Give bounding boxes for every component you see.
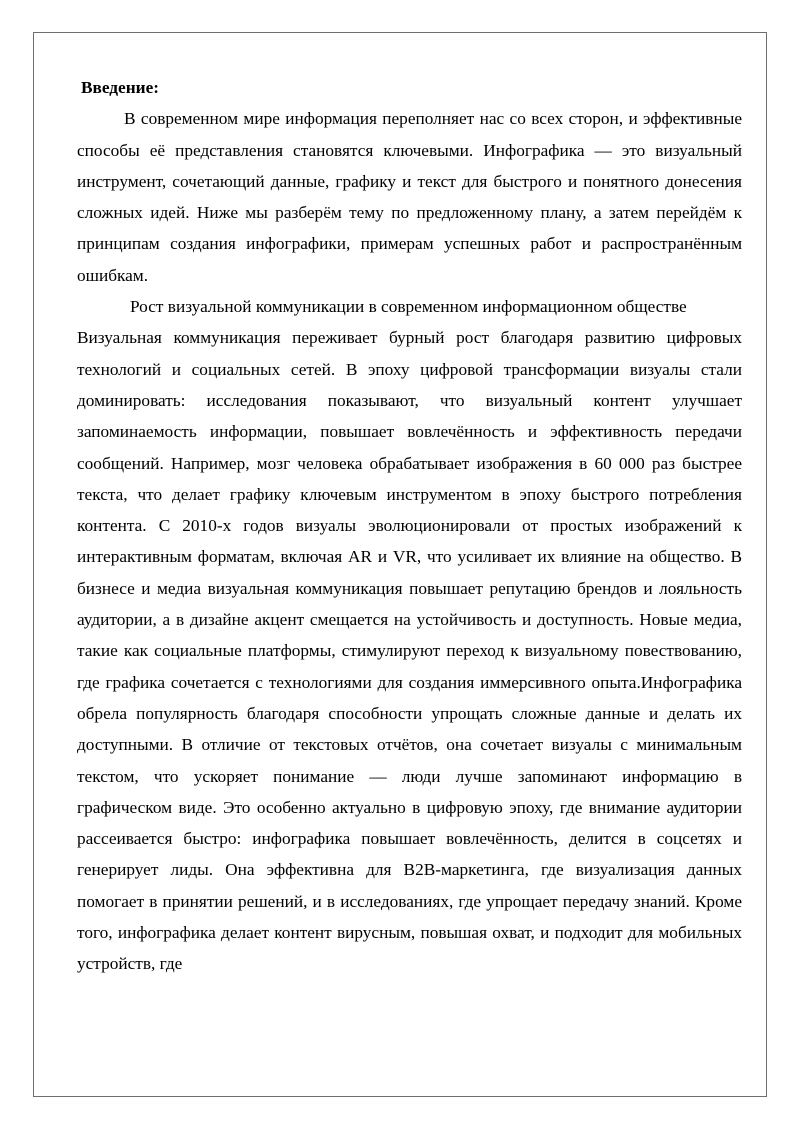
- intro-paragraph: В современном мире информация переполняет нас со всех сторон, и эффективные способы её представления становятся ключевыми. Инфографика — это визуальный инструмент, сочетающий данные, графику и текст для быстрого и понятного донесения сложных идей. Ниже мы разберём тему по предложенному плану, а затем перейдём к принципам создания инфографики, примерам успешных работ и распространённым ошибкам.: [77, 109, 742, 285]
- section-title: Рост визуальной коммуникации в современном информационном обществе: [130, 297, 687, 317]
- heading-introduction: Введение:: [81, 78, 160, 97]
- body-paragraph: Визуальная коммуникация переживает бурный рост благодаря развитию цифровых технологий и социальных сетей. В эпоху цифровой трансформации визуалы стали доминировать: исследования показывают, что визуальный контент улучшает запоминаемость информации, повышает вовлечённость и эффективность передачи сообщений. Например, мозг человека обрабатывает изображения в 60 000 раз быстрее текста, что делает графику ключевым инструментом в эпоху быстрого потребления контента. С 2010-х годов визуалы эволюционировали от простых изображений к интерактивным форматам, включая AR и VR, что усиливает их влияние на общество. В бизнесе и медиа визуальная коммуникация повышает репутацию брендов и лояльность аудитории, а в дизайне акцент смещается на устойчивость и доступность. Новые медиа, такие как социальные платформы, стимулируют переход к визуальному повествованию, где графика сочетается с технологиями для создания иммерсивного опыта.Инфографика обрела популярность благодаря способности упрощать сложные данные и делать их доступными. В отличие от текстовых отчётов, она сочетает визуалы с минимальным текстом, что ускоряет понимание — люди лучше запоминают информацию в графическом виде. Это особенно актуально в цифровую эпоху, где внимание аудитории рассеивается быстро: инфографика повышает вовлечённость, делится в соцсетях и генерирует лиды. Она эффективна для B2B-маркетинга, где визуализация данных помогает в принятии решений, и в исследованиях, где упрощает передачу знаний. Кроме того, инфографика делает контент вирусным, повышая охват, и подходит для мобильных устройств, где: [77, 328, 742, 974]
- document-body: [77, 72, 742, 980]
